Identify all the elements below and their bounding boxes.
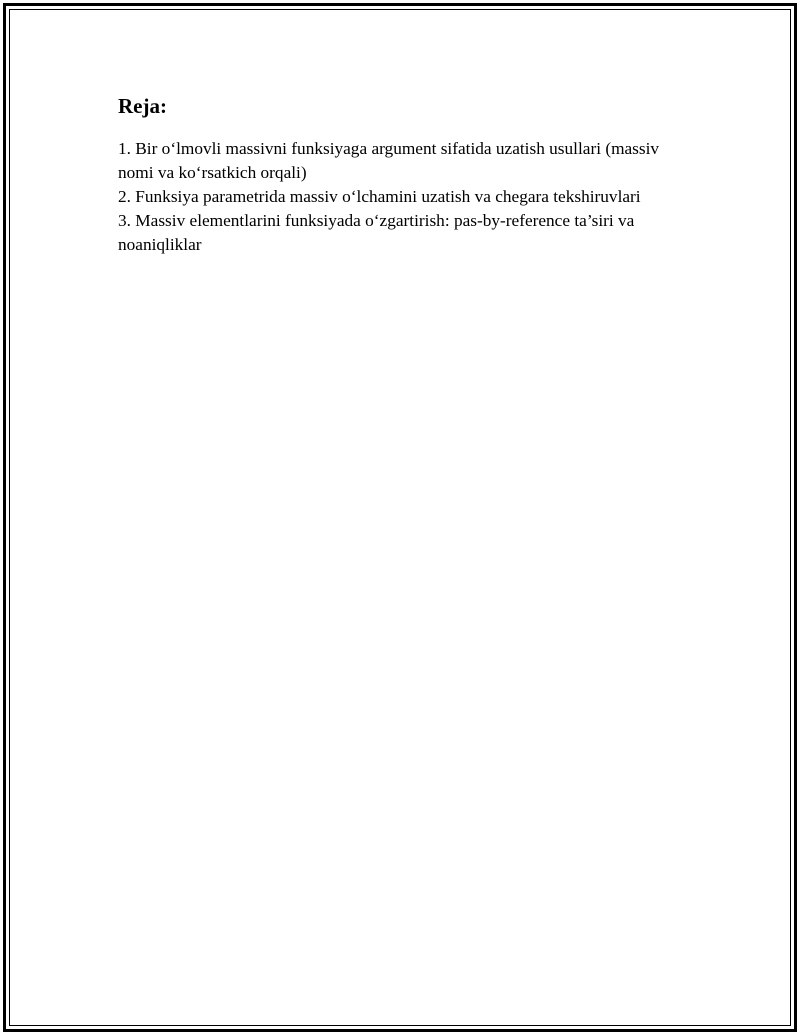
plan-item-3: 3. Massiv elementlarini funksiyada o‘zgartirish: pas-by-reference ta’siri va noaniqliklar <box>118 211 635 254</box>
document-content <box>118 93 698 257</box>
plan-item-2: 2. Funksiya parametrida massiv o‘lchamini uzatish va chegara tekshiruvlari <box>118 187 641 206</box>
plan-item-1: 1. Bir o‘lmovli massivni funksiyaga argument sifatida uzatish usullari (massiv nomi va ko‘rsatkich orqali) <box>118 139 660 182</box>
plan-list <box>118 137 698 257</box>
plan-heading: Reja: <box>118 94 167 118</box>
